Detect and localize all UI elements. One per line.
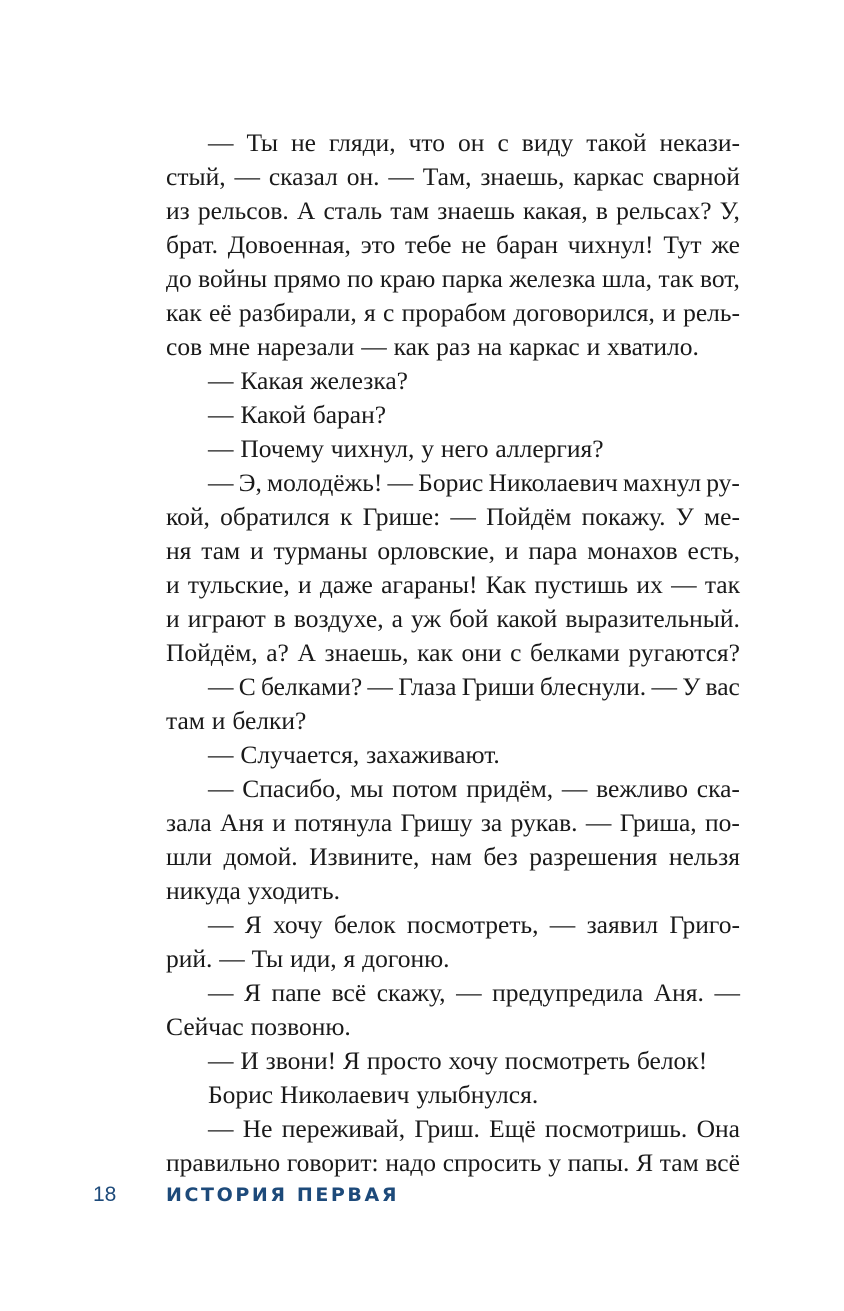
text-line: — Какой баран? — [208, 400, 387, 429]
text-line: — Случается, захаживают. — [208, 740, 500, 769]
text-line: ня там и турманы орловские, и пара монахов есть, — [166, 536, 740, 565]
text-line: правильно говорит: надо спросить у папы. Я там всё — [166, 1148, 740, 1177]
text-line: — С белками? — Глаза Гриши блеснули. — У вас — [208, 672, 740, 701]
text-line: и играют в воздухе, а уж бой какой выразительный. — [166, 604, 740, 633]
text-line: из рельсов. А сталь там знаешь какая, в рельсах? У, — [166, 196, 740, 225]
text-line: — И звони! Я просто хочу посмотреть белок! — [208, 1046, 708, 1075]
text-line: как её разбирали, я с прорабом договорился, и рель- — [166, 298, 740, 327]
text-line: Сейчас позвоню. — [166, 1012, 351, 1041]
text-line: — Ты не гляди, что он с виду такой некази- — [208, 128, 740, 157]
text-line: стый, — сказал он. — Там, знаешь, каркас сварной — [166, 162, 740, 191]
text-line: там и белки? — [166, 706, 307, 735]
body-text — [166, 126, 740, 1180]
text-line: Пойдём, а? А знаешь, как они с белками ругаются? — [166, 638, 740, 667]
text-line: — Не переживай, Гриш. Ещё посмотришь. Она — [208, 1114, 740, 1143]
text-line: зала Аня и потянула Гришу за рукав. — Гриша, по- — [166, 808, 740, 837]
text-line: шли домой. Извините, нам без разрешения нельзя — [166, 842, 740, 871]
text-line: рий. — Ты иди, я догоню. — [166, 944, 450, 973]
text-line: кой, обратился к Грише: — Пойдём покажу. У ме- — [166, 502, 740, 531]
text-line: и тульские, и даже агараны! Как пустишь их — так — [166, 570, 740, 599]
text-line: никуда уходить. — [166, 876, 340, 905]
text-line: до войны прямо по краю парка железка шла, так вот, — [166, 264, 740, 293]
text-line: — Спасибо, мы потом придём, — вежливо ска- — [208, 774, 740, 803]
page-number: 18 — [93, 1183, 117, 1206]
text-line: — Э, молодёжь! — Борис Николаевич махнул ру- — [208, 468, 740, 497]
text-line: сов мне нарезали — как раз на каркас и хватило. — [166, 332, 699, 361]
running-head: ИСТОРИЯ ПЕРВАЯ — [166, 1184, 400, 1206]
text-line: Борис Николаевич улыбнулся. — [208, 1080, 539, 1109]
text-line: — Я хочу белок посмотреть, — заявил Григо- — [208, 910, 740, 939]
text-line: брат. Довоенная, это тебе не баран чихнул! Тут же — [166, 230, 740, 259]
text-line: — Почему чихнул, у него аллергия? — [208, 434, 604, 463]
text-line: — Я папе всё скажу, — предупредила Аня. — — [208, 978, 740, 1007]
text-line: — Какая железка? — [208, 366, 408, 395]
